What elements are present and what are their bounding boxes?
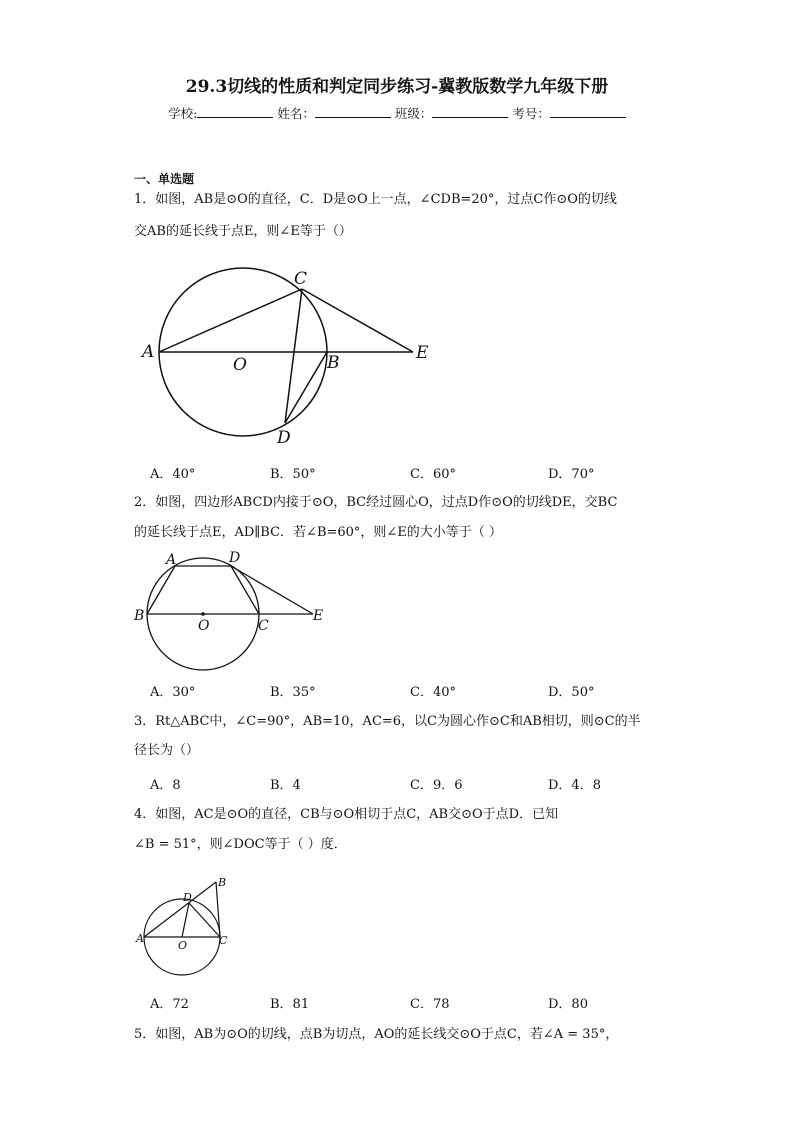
q4-label-C: C xyxy=(219,934,228,947)
q1-label-B: B xyxy=(327,353,340,373)
q1-label-E: E xyxy=(416,343,429,363)
q1-tangent-CE xyxy=(302,289,413,352)
q1-chord-DB xyxy=(285,352,327,423)
page-title: 29.3切线的性质和判定同步练习-冀教版数学九年级下册 xyxy=(185,77,609,97)
q4-radius-OD xyxy=(182,903,189,937)
student-info-line xyxy=(0,104,794,122)
q2-option-b[interactable]: B．35° xyxy=(270,685,316,700)
q4-stem-line2: ∠B = 51°，则∠DOC等于（ ）度． xyxy=(134,837,347,852)
q4-option-d[interactable]: D．80 xyxy=(548,997,588,1012)
q4-option-b[interactable]: B．81 xyxy=(270,997,310,1012)
q2-center-dot xyxy=(201,612,205,616)
q2-label-C: C xyxy=(258,618,269,634)
q1-label-O: O xyxy=(233,355,247,375)
q4-label-B: B xyxy=(218,876,227,889)
q2-option-a[interactable]: A．30° xyxy=(150,685,196,700)
q2-stem-line2: 的延长线于点E，AD∥BC．若∠B=60°，则∠E的大小等于（ ） xyxy=(134,525,502,540)
q2-label-B: B xyxy=(134,608,145,624)
q4-line-AB xyxy=(144,882,216,937)
q3-stem-line2: 径长为（） xyxy=(134,743,200,758)
q2-side-DC xyxy=(231,566,259,614)
q1-label-A: A xyxy=(142,342,155,362)
name-blank[interactable] xyxy=(315,105,391,118)
q3-stem-line1: 3．Rt△ABC中，∠C=90°，AB=10，AC=6，以C为圆心作⊙C和AB相切，则⊙C的半 xyxy=(134,714,641,729)
q1-figure xyxy=(130,262,440,452)
q2-tangent-DE xyxy=(231,566,313,614)
q1-option-b[interactable]: B．50° xyxy=(270,467,316,482)
q3-option-c[interactable]: C．9．6 xyxy=(410,778,463,793)
name-label: 姓名： xyxy=(277,106,315,121)
q1-option-c[interactable]: C．60° xyxy=(410,467,456,482)
number-blank[interactable] xyxy=(550,105,626,118)
q2-label-E: E xyxy=(313,608,324,624)
q1-option-d[interactable]: D．70° xyxy=(548,467,595,482)
q2-option-c[interactable]: C．40° xyxy=(410,685,456,700)
q4-figure xyxy=(132,872,242,978)
q4-label-D: D xyxy=(183,891,192,904)
q2-label-A: A xyxy=(166,552,177,568)
q1-chord-AC xyxy=(159,289,302,352)
q2-option-d[interactable]: D．50° xyxy=(548,685,595,700)
class-label: 班级： xyxy=(394,106,433,121)
q4-stem-line1: 4．如图，AC是⊙O的直径，CB与⊙O相切于点C，AB交⊙O于点D．已知 xyxy=(134,807,559,822)
q2-label-D: D xyxy=(229,550,241,566)
school-label: 学校: xyxy=(168,106,198,121)
q3-option-d[interactable]: D．4．8 xyxy=(548,778,601,793)
q2-side-AB xyxy=(147,566,175,614)
q1-option-a[interactable]: A．40° xyxy=(150,467,196,482)
q1-chord-CD xyxy=(285,289,302,423)
q3-option-a[interactable]: A．8 xyxy=(150,778,181,793)
q1-label-D: D xyxy=(277,428,291,448)
q1-stem-line1: 1．如图，AB是⊙O的直径，C．D是⊙O上一点，∠CDB=20°，过点C作⊙O的切线 xyxy=(134,192,617,207)
q2-stem-line1: 2．如图，四边形ABCD内接于⊙O，BC经过圆心O，过点D作⊙O的切线DE，交BC xyxy=(134,495,618,510)
q5-stem-line1: 5．如图，AB为⊙O的切线，点B为切点，AO的延长线交⊙O于点C，若∠A = 35°， xyxy=(134,1027,619,1042)
q4-option-c[interactable]: C．78 xyxy=(410,997,450,1012)
number-label: 考号： xyxy=(512,106,550,121)
q2-figure xyxy=(130,548,330,672)
q4-label-A: A xyxy=(136,932,144,945)
q2-label-O: O xyxy=(198,618,210,634)
school-blank[interactable] xyxy=(197,105,273,118)
q1-label-C: C xyxy=(294,269,308,289)
q4-label-O: O xyxy=(178,939,188,952)
class-blank[interactable] xyxy=(432,105,508,118)
q4-tangent-CB xyxy=(216,882,220,937)
section-heading: 一、单选题 xyxy=(134,172,195,186)
q4-option-a[interactable]: A．72 xyxy=(150,997,189,1012)
q1-stem-line2: 交AB的延长线于点E，则∠E等于（） xyxy=(134,224,352,239)
q3-option-b[interactable]: B．4 xyxy=(270,778,301,793)
